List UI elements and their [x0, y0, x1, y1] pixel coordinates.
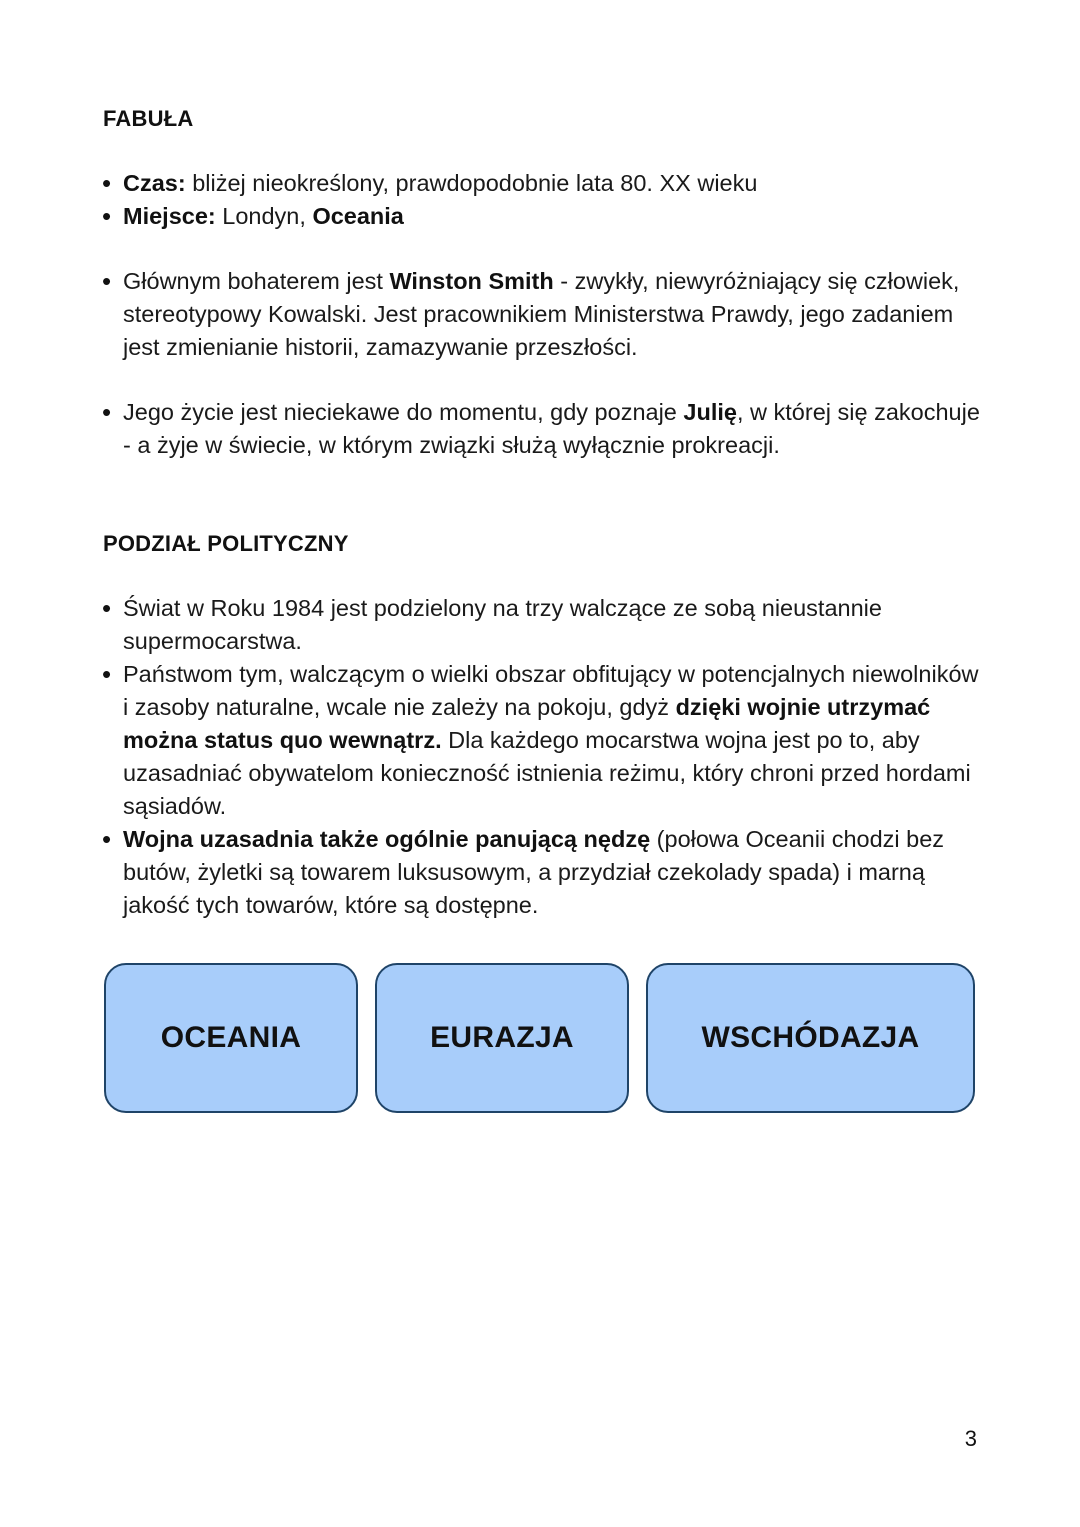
list-item: [103, 592, 983, 658]
list-item: [103, 396, 983, 462]
item-bold: Miejsce:: [123, 203, 216, 229]
item-text: - zwykły, niewyróżniający się człowiek, stereotypowy Kowalski. Jest pracownikiem Ministerstwa Prawdy, jego zadaniem jest zmienianie historii, zamazywanie przeszłości.: [123, 268, 960, 360]
item-text: Państwom tym, walczącym o wielki obszar obfitujący w potencjalnych niewolników i zasoby naturalne, wcale nie zależy na pokoju, gdyż: [123, 661, 979, 720]
section-heading-fabula: FABUŁA: [103, 106, 194, 131]
item-bold: dzięki wojnie utrzymać można status quo wewnątrz.: [123, 694, 931, 753]
item-text: Świat w Roku 1984 jest podzielony na trzy walczące ze sobą nieustannie supermocarstwa.: [123, 595, 882, 654]
item-text: , w której się zakochuje - a żyje w świecie, w którym związki służą wyłącznie prokreacji.: [123, 399, 980, 458]
box-wschodazja: WSCHÓDAZJA: [646, 963, 975, 1113]
item-bold: Julię: [683, 399, 737, 425]
item-bold: Oceania: [312, 203, 404, 229]
item-text: bliżej nieokreślony, prawdopodobnie lata 80. XX wieku: [185, 170, 758, 196]
box-oceania: OCEANIA: [104, 963, 358, 1113]
item-bold: Winston Smith: [389, 268, 554, 294]
podzial-list: [103, 592, 983, 922]
item-text: Głównym bohaterem jest: [123, 268, 390, 294]
item-text: Dla każdego mocarstwa wojna jest po to, aby uzasadniać obywatelom konieczność istnienia reżimu, który chroni przed hordami sąsiadów.: [123, 727, 971, 819]
list-item: [103, 265, 983, 364]
fabula-list: [103, 167, 983, 462]
box-eurazja: EURAZJA: [375, 963, 629, 1113]
section-heading-podzial: PODZIAŁ POLITYCZNY: [103, 531, 349, 556]
item-bold: Czas:: [123, 170, 186, 196]
item-text: Londyn,: [215, 203, 313, 229]
item-text: (połowa Oceanii chodzi bez butów, żyletki są towarem luksusowym, a przydział czekolady spada) i marną jakość tych towarów, które są dostępne.: [123, 826, 945, 918]
list-item: [103, 167, 983, 200]
list-item: [103, 200, 983, 233]
list-item: [103, 658, 983, 823]
item-text: Jego życie jest nieciekawe do momentu, gdy poznaje: [123, 399, 684, 425]
list-item: [103, 823, 983, 922]
item-bold: Wojna uzasadnia także ogólnie panującą nędzę: [123, 826, 651, 852]
page-number: 3: [964, 1426, 977, 1451]
